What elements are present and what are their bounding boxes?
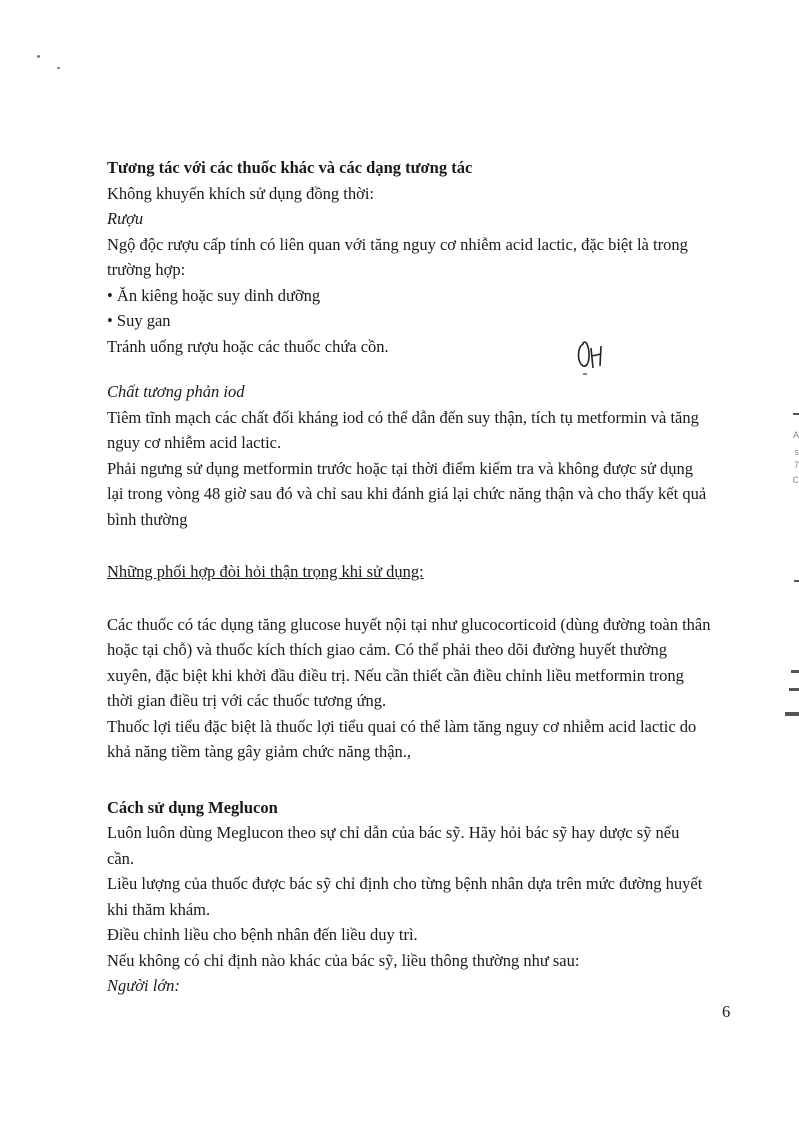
caution-text-line: Các thuốc có tác dụng tăng glucose huyết nội tại như glucocorticoid (dùng đường toàn thân xyxy=(107,614,711,634)
margin-dash xyxy=(791,670,799,673)
iodine-subheading: Chất tương phản iod xyxy=(107,382,245,401)
page-number: 6 xyxy=(722,1002,731,1021)
interactions-heading: Tương tác với các thuốc khác và các dạng tương tác xyxy=(107,158,473,177)
document-body xyxy=(107,155,747,999)
margin-dash xyxy=(793,413,799,415)
spacer xyxy=(107,532,747,559)
usage-text-line: Điều chỉnh liều cho bệnh nhân đến liều duy trì. xyxy=(107,925,418,944)
iodine-text-line: lại trong vòng 48 giờ sau đó và chỉ sau khi đánh giá lại chức năng thận và cho thấy kết quả xyxy=(107,484,707,503)
alcohol-text-line: Ngộ độc rượu cấp tính có liên quan với tăng nguy cơ nhiễm acid lactic, đặc biệt là trong xyxy=(107,234,688,254)
scan-speck xyxy=(57,67,60,69)
handwritten-initials xyxy=(575,338,615,378)
caution-text-line: khả năng tiềm tàng gây giảm chức năng thận., xyxy=(107,742,412,761)
iodine-text-line: nguy cơ nhiễm acid lactic. xyxy=(107,433,282,452)
alcohol-text-line: trường hợp: xyxy=(107,260,186,279)
usage-heading: Cách sử dụng Meglucon xyxy=(107,797,278,817)
interactions-intro: Không khuyến khích sử dụng đồng thời: xyxy=(107,183,374,203)
spacer xyxy=(107,359,747,379)
usage-text-line: cần. xyxy=(107,848,135,868)
spacer xyxy=(107,765,747,795)
scan-speck xyxy=(37,55,40,58)
usage-text-line: Liều lượng của thuốc được bác sỹ chỉ định cho từng bệnh nhân dựa trên mức đường huyết xyxy=(107,874,703,893)
spacer xyxy=(107,585,747,612)
margin-dash xyxy=(785,712,799,716)
usage-text-line: Nếu không có chỉ định nào khác của bác sỹ, liều thông thường như sau: xyxy=(107,950,580,970)
margin-dash xyxy=(789,688,799,691)
usage-text-line: Luôn luôn dùng Meglucon theo sự chỉ dẫn của bác sỹ. Hãy hỏi bác sỹ hay dược sỹ nếu xyxy=(107,823,680,842)
caution-text-line: hoặc tại chỗ) và thuốc kích thích giao cảm. Có thể phải theo dõi đường huyết thường xyxy=(107,640,667,659)
alcohol-subheading: Rượu xyxy=(107,209,144,228)
caution-text-line: xuyên, đặc biệt khi khởi đầu điều trị. Nếu cần thiết cần điều chỉnh liều metformin trong xyxy=(107,665,684,685)
margin-dash xyxy=(794,580,799,582)
iodine-text-line: Phải ngưng sử dụng metformin trước hoặc tại thời điểm kiểm tra và không được sử dụng xyxy=(107,458,693,478)
margin-mark: 7 xyxy=(793,460,799,470)
iodine-text-line: bình thường xyxy=(107,509,188,529)
caution-text-line: Thuốc lợi tiểu đặc biệt là thuốc lợi tiểu quai có thể làm tăng nguy cơ nhiễm acid lactic do xyxy=(107,716,697,736)
usage-text-line: khi thăm khám. xyxy=(107,899,211,919)
bullet-item-diet: • Ăn kiêng hoặc suy dinh dưỡng xyxy=(107,285,321,305)
alcohol-advice: Tránh uống rượu hoặc các thuốc chứa cồn. xyxy=(107,336,389,356)
caution-text-line: thời gian điều trị với các thuốc tương ứng. xyxy=(107,691,387,710)
bullet-item-liver: • Suy gan xyxy=(107,311,171,330)
margin-mark: C xyxy=(792,475,799,485)
adults-subheading: Người lớn: xyxy=(107,976,180,995)
caution-subheading: Những phối hợp đòi hỏi thận trọng khi sử dụng: xyxy=(107,562,424,581)
iodine-text-line: Tiêm tĩnh mạch các chất đối kháng iod có thể dẫn đến suy thận, tích tụ metformin và tăng xyxy=(107,407,699,427)
margin-mark: s xyxy=(794,447,799,457)
margin-mark: A xyxy=(792,430,799,440)
